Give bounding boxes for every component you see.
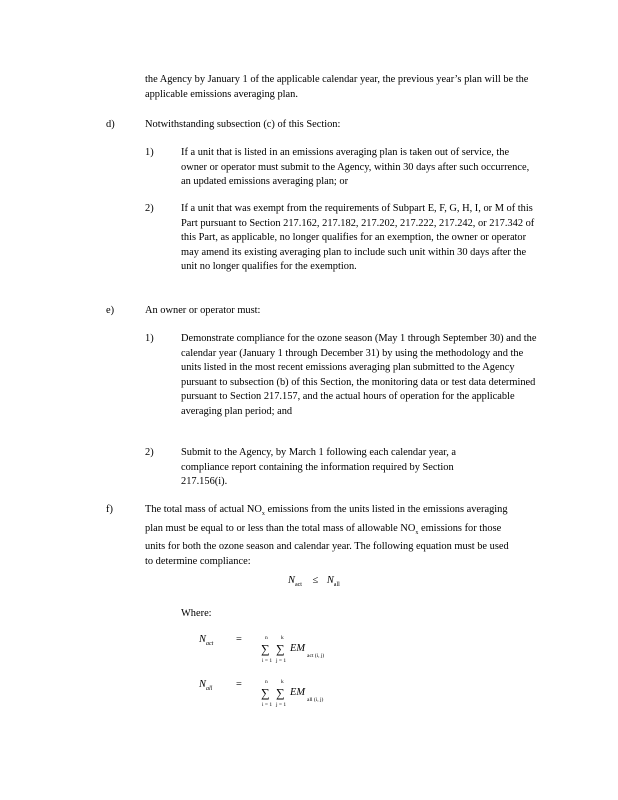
section-e-text: An owner or operator must: [145, 305, 261, 316]
def-1-lower-i: i = 1 [262, 658, 273, 664]
def-2-upper-n: n [265, 679, 268, 685]
def-1-term: EM [290, 643, 306, 654]
section-d-item-2-number: 2) [145, 203, 154, 214]
def-1-sigma-j: ∑ [276, 642, 285, 656]
def-1-symbol: $N_{act}$ [199, 634, 214, 647]
section-f-text [145, 503, 517, 569]
def-1-lower-j: j = 1 [276, 658, 287, 664]
compliance-equation [288, 575, 340, 588]
section-e-letter: e) [106, 305, 115, 316]
where-label: Where: [181, 608, 212, 619]
def-1-equals: = [236, 634, 242, 645]
def-2-sigma-i: ∑ [261, 686, 270, 700]
section-e-item-2-text: Submit to the Agency, by March 1 following each calendar year, a compliance report containing the information required by Section 217.156(i). [181, 447, 457, 488]
def-2-lower-j: j = 1 [276, 702, 287, 708]
section-d-item-2-text: If a unit that was exempt from the requirements of Subpart E, F, G, H, I, or M of this Part pursuant to Section 217.162, 217.182, 217.202, 217.222, 217.242, or 217.342 of this Part, as applicable, no longer qualifies for an exemption, the owner or operator may amend its existing averaging plan to include such unit within 30 days after the unit no longer qualifies for the exemption. [181, 203, 535, 273]
equation-lhs: N [288, 575, 295, 586]
section-e-item-1-text: Demonstrate compliance for the ozone season (May 1 through September 30) and the calendar year (January 1 through December 31) by using the methodology and the units listed in the most recent emissions averaging plan submitted to the Agency pursuant to subsection (b) of this Section, the monitoring data or test data determined pursuant to Section 217.157, and the actual hours of operation for the applicable averaging plan period; and [181, 333, 537, 417]
def-2-upper-k: k [281, 679, 284, 685]
section-e-item-2-number: 2) [145, 447, 154, 458]
equation-relation: ≤ [312, 575, 319, 586]
section-d-text: Notwithstanding subsection (c) of this Section: [145, 119, 341, 130]
section-d-item-1-text: If a unit that is listed in an emissions averaging plan is taken out of service, the owner or operator must submit to the Agency, within 30 days after such occurrence, an updated emissions averaging plan; or [181, 147, 530, 188]
def-1-upper-n: n [265, 635, 268, 641]
def-2-symbol: $N_{all}$ [199, 679, 213, 692]
equation-lhs-sub: act [294, 582, 302, 588]
section-d-letter: d) [106, 119, 115, 130]
def-1-sigma-i: ∑ [261, 642, 270, 656]
def-1-upper-k: k [281, 635, 284, 641]
def-2-term: EM [290, 687, 306, 698]
section-f-text-part-2: emissions from the units listed in the emissions averaging plan must be equal to or less than the total mass of allowable NO [145, 504, 508, 534]
equation-rhs-sub: all [333, 582, 340, 588]
def-1-term-sub: act (i, j) [307, 653, 325, 659]
section-d-item-1-number: 1) [145, 147, 154, 158]
def-2-lower-i: i = 1 [262, 702, 273, 708]
section-f-letter: f) [106, 504, 113, 515]
equation-rhs: N [326, 575, 334, 586]
def-2-equals: = [236, 679, 242, 690]
section-f-sub-2: x [415, 529, 419, 536]
def-2-term-sub: all (i, j) [307, 697, 324, 703]
section-f-text-part-1: The total mass of actual NO [145, 504, 262, 515]
section-f-sub-1: x [261, 511, 265, 517]
section-e-item-1-number: 1) [145, 333, 154, 344]
intro-paragraph: the Agency by January 1 of the applicable calendar year, the previous year’s plan will be the applicable emissions averaging plan. [145, 74, 529, 100]
section-f-text-part-3: emissions for those units for both the ozone season and calendar year. The following equation must be used to determine compliance: [145, 522, 509, 567]
def-2-sigma-j: ∑ [276, 686, 285, 700]
